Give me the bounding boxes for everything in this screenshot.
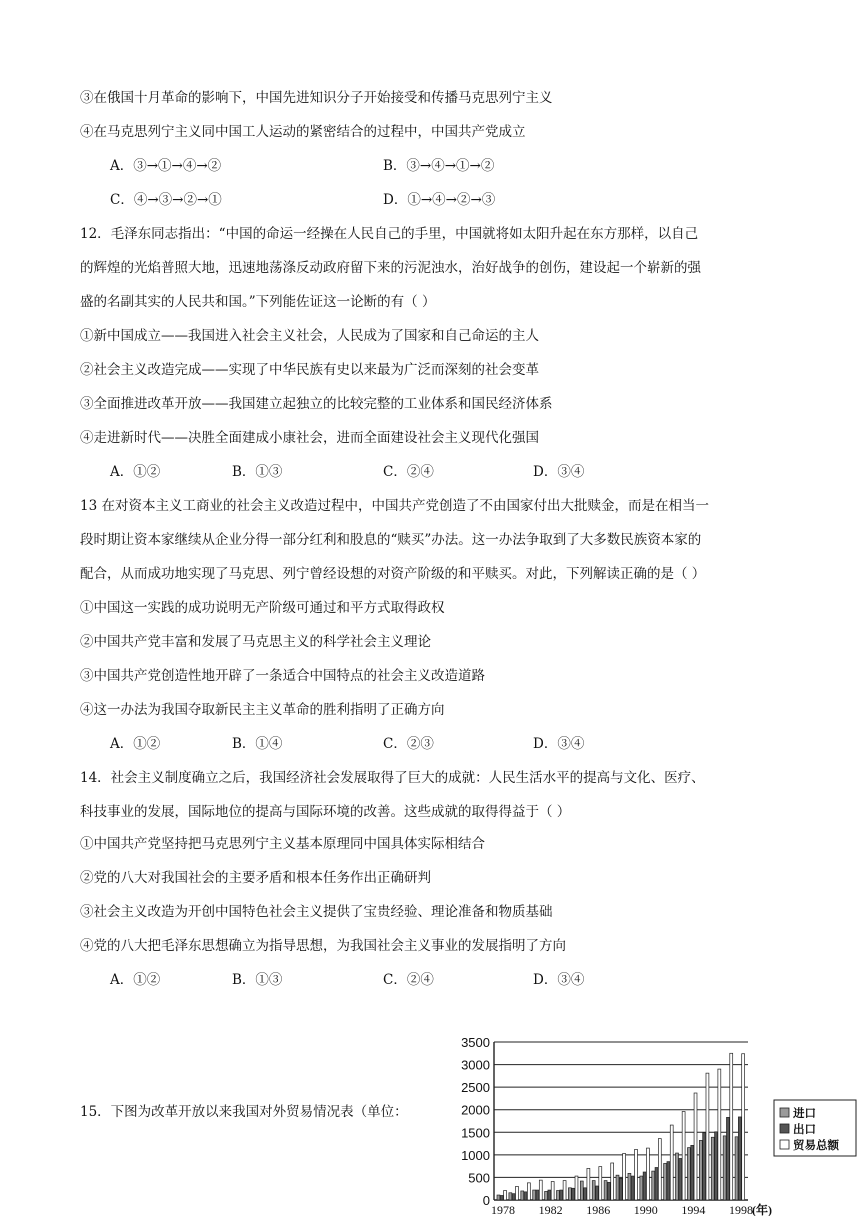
bar-贸易总额-1993	[682, 1112, 685, 1200]
q14-item-4: ④党的八大把毛泽东思想确立为指导思想，为我国社会主义事业的发展指明了方向	[80, 938, 566, 954]
bar-进口-1988	[616, 1175, 619, 1200]
bar-贸易总额-1992	[670, 1125, 673, 1200]
q14-item-1: ①中国共产党坚持把马克思列宁主义基本原理同中国具体实际相结合	[80, 836, 485, 852]
bar-贸易总额-1998	[742, 1054, 745, 1200]
legend-swatch	[780, 1108, 789, 1117]
q13-item-4: ④这一办法为我国夺取新民主主义革命的胜利指明了正确方向	[80, 702, 445, 718]
chart-y-ticks	[461, 1035, 490, 1208]
bar-贸易总额-1980	[527, 1183, 530, 1200]
q14-stem-line-1: 14．社会主义制度确立之后，我国经济社会发展取得了巨大的成就：人民生活水平的提高与文化、医疗、	[80, 770, 705, 786]
q14-option-a[interactable]: A．①②	[110, 972, 161, 988]
q11-item-4: ④在马克思列宁主义同中国工人运动的紧密结合的过程中，中国共产党成立	[80, 124, 526, 140]
q12-option-d[interactable]: D．③④	[533, 464, 585, 480]
bar-进口-1998	[735, 1137, 738, 1200]
q13-stem-line-1: 13 在对资本主义工商业的社会主义改造过程中，中国共产党创造了不由国家付出大批赎金，而是在相当一	[80, 498, 709, 514]
y-tick-label: 3500	[461, 1035, 490, 1050]
bar-出口-1978	[500, 1195, 503, 1200]
bar-进口-1991	[652, 1171, 655, 1200]
bar-进口-1984	[568, 1188, 571, 1200]
bar-出口-1981	[536, 1190, 539, 1200]
bar-进口-1982	[545, 1191, 548, 1200]
bar-进口-1980	[521, 1191, 524, 1200]
q13-stem-line-3: 配合，从而成功地实现了马克思、列宁曾经设想的对资产阶级的和平赎买。对此，下列解读正确的是（ ）	[80, 566, 706, 582]
chart-legend	[774, 1100, 856, 1156]
q13-option-d[interactable]: D．③④	[533, 736, 585, 752]
q12-stem-line-2: 的辉煌的光焰普照大地，迅速地荡涤反动政府留下来的污泥浊水，治好战争的创伤，建设起一个崭新的强	[80, 260, 701, 276]
q11-option-b[interactable]: B．③→④→①→②	[383, 158, 495, 174]
bar-进口-1994	[687, 1148, 690, 1200]
bar-进口-1989	[628, 1173, 631, 1200]
y-tick-label: 2500	[461, 1080, 490, 1096]
bar-贸易总额-1995	[706, 1073, 709, 1200]
q11-option-c[interactable]: C．④→③→②→①	[110, 192, 222, 208]
q13-option-a[interactable]: A．①②	[110, 736, 161, 752]
x-tick-label: 1982	[538, 1203, 563, 1216]
q14-item-3: ③社会主义改造为开创中国特色社会主义提供了宝贵经验、理论准备和物质基础	[80, 904, 553, 920]
q11-option-a[interactable]: A．③→①→④→②	[110, 158, 222, 174]
bar-出口-1985	[584, 1188, 587, 1200]
x-tick-label: 1998	[729, 1203, 754, 1216]
bar-出口-1983	[560, 1190, 563, 1200]
chart-x-ticks	[491, 1202, 772, 1216]
bar-进口-1996	[711, 1137, 714, 1200]
q12-item-3: ③全面推进改革开放——我国建立起独立的比较完整的工业体系和国民经济体系	[80, 396, 553, 412]
bar-进口-1981	[533, 1190, 536, 1200]
y-tick-label: 1500	[461, 1125, 490, 1141]
q11-option-d[interactable]: D．①→④→②→③	[383, 192, 496, 208]
y-tick-label: 500	[468, 1170, 490, 1186]
bar-进口-1997	[723, 1136, 726, 1200]
q14-option-c[interactable]: C．②④	[383, 972, 434, 988]
bar-出口-1990	[643, 1172, 646, 1200]
bar-进口-1983	[557, 1191, 560, 1200]
x-tick-label: 1978	[490, 1203, 515, 1216]
bar-出口-1984	[572, 1188, 575, 1200]
bar-出口-1989	[631, 1176, 634, 1200]
x-tick-label: 1994	[681, 1203, 706, 1216]
y-tick-label: 3000	[461, 1057, 490, 1073]
x-tick-label: 1986	[586, 1203, 611, 1216]
bar-贸易总额-1988	[623, 1154, 626, 1200]
q14-item-2: ②党的八大对我国社会的主要矛盾和根本任务作出正确研判	[80, 870, 431, 886]
q13-item-1: ①中国这一实践的成功说明无产阶级可通过和平方式取得政权	[80, 600, 445, 616]
x-tick-label: 1990	[633, 1203, 658, 1216]
bar-进口-1992	[664, 1163, 667, 1200]
chart-bars	[497, 1053, 745, 1200]
bar-进口-1995	[699, 1140, 702, 1200]
bar-出口-1996	[715, 1132, 718, 1200]
bar-进口-1987	[604, 1181, 607, 1200]
bar-贸易总额-1991	[658, 1139, 661, 1200]
bar-贸易总额-1983	[563, 1181, 566, 1200]
q12-item-1: ①新中国成立——我国进入社会主义社会，人民成为了国家和自己命运的主人	[80, 328, 539, 344]
q13-option-b[interactable]: B．①④	[232, 736, 283, 752]
q12-option-c[interactable]: C．②④	[383, 464, 434, 480]
q15-stem: 15．下图为改革开放以来我国对外贸易情况表（单位：	[80, 1104, 408, 1120]
bar-贸易总额-1981	[539, 1180, 542, 1200]
q14-option-b[interactable]: B．①③	[232, 972, 283, 988]
y-tick-label: 1000	[461, 1147, 490, 1163]
bar-进口-1993	[676, 1153, 679, 1200]
q13-stem-line-2: 段时期让资本家继续从企业分得一部分红利和股息的“赎买”办法。这一办法争取到了大多数民族资本家的	[80, 532, 702, 548]
bar-出口-1980	[524, 1192, 527, 1200]
bar-贸易总额-1982	[551, 1181, 554, 1200]
bar-出口-1991	[655, 1167, 658, 1200]
bar-贸易总额-1989	[635, 1149, 638, 1200]
q13-item-3: ③中国共产党创造性地开辟了一条适合中国特点的社会主义改造道路	[80, 668, 485, 684]
bar-进口-1990	[640, 1176, 643, 1200]
q12-option-b[interactable]: B．①③	[232, 464, 283, 480]
bar-出口-1992	[667, 1162, 670, 1200]
q12-item-2: ②社会主义改造完成——实现了中华民族有史以来最为广泛而深刻的社会变革	[80, 362, 539, 378]
q14-option-d[interactable]: D．③④	[533, 972, 585, 988]
bar-贸易总额-1994	[694, 1093, 697, 1200]
legend-swatch	[780, 1140, 789, 1149]
bar-贸易总额-1986	[599, 1167, 602, 1200]
bar-贸易总额-1996	[718, 1069, 721, 1200]
bar-进口-1978	[497, 1195, 500, 1200]
trade-bar-chart	[436, 1030, 860, 1216]
legend-swatch	[780, 1124, 789, 1133]
legend-label: 进口	[793, 1106, 816, 1120]
legend-label: 出口	[793, 1122, 816, 1136]
bar-贸易总额-1984	[575, 1176, 578, 1200]
bar-贸易总额-1987	[611, 1163, 614, 1200]
legend-label: 贸易总额	[793, 1138, 839, 1152]
bar-贸易总额-1978	[504, 1191, 507, 1200]
x-axis-unit: (年)	[752, 1203, 772, 1216]
bar-进口-1986	[592, 1181, 595, 1200]
bar-出口-1993	[679, 1158, 682, 1200]
bar-进口-1979	[509, 1193, 512, 1200]
q12-option-a[interactable]: A．①②	[110, 464, 161, 480]
bar-进口-1985	[580, 1181, 583, 1200]
q12-stem-line-3: 盛的名副其实的人民共和国。”下列能佐证这一论断的有（ ）	[80, 294, 436, 310]
bar-出口-1986	[596, 1186, 599, 1200]
bar-出口-1997	[726, 1117, 729, 1200]
bar-出口-1995	[703, 1133, 706, 1200]
q12-item-4: ④走进新时代——决胜全面建成小康社会，进而全面建设社会主义现代化强国	[80, 430, 539, 446]
q13-option-c[interactable]: C．②③	[383, 736, 434, 752]
bar-出口-1998	[738, 1117, 741, 1200]
y-tick-label: 0	[482, 1193, 490, 1208]
bar-出口-1979	[512, 1194, 515, 1200]
q12-stem-line-1: 12．毛泽东同志指出：“中国的命运一经操在人民自己的手里，中国就将如太阳升起在东方那样，以自己	[80, 226, 699, 242]
q13-item-2: ②中国共产党丰富和发展了马克思主义的科学社会主义理论	[80, 634, 431, 650]
bar-出口-1988	[619, 1178, 622, 1200]
bar-出口-1982	[548, 1190, 551, 1200]
bar-贸易总额-1997	[730, 1053, 733, 1200]
bar-贸易总额-1985	[587, 1168, 590, 1200]
bar-出口-1987	[607, 1182, 610, 1200]
y-tick-label: 2000	[461, 1102, 490, 1118]
chart-grid	[494, 1042, 748, 1200]
bar-贸易总额-1990	[646, 1148, 649, 1200]
q11-item-3: ③在俄国十月革命的影响下，中国先进知识分子开始接受和传播马克思列宁主义	[80, 90, 553, 106]
bar-出口-1994	[691, 1145, 694, 1200]
q14-stem-line-2: 科技事业的发展，国际地位的提高与国际环境的改善。这些成就的取得得益于（ ）	[80, 804, 571, 820]
bar-贸易总额-1979	[516, 1186, 519, 1200]
